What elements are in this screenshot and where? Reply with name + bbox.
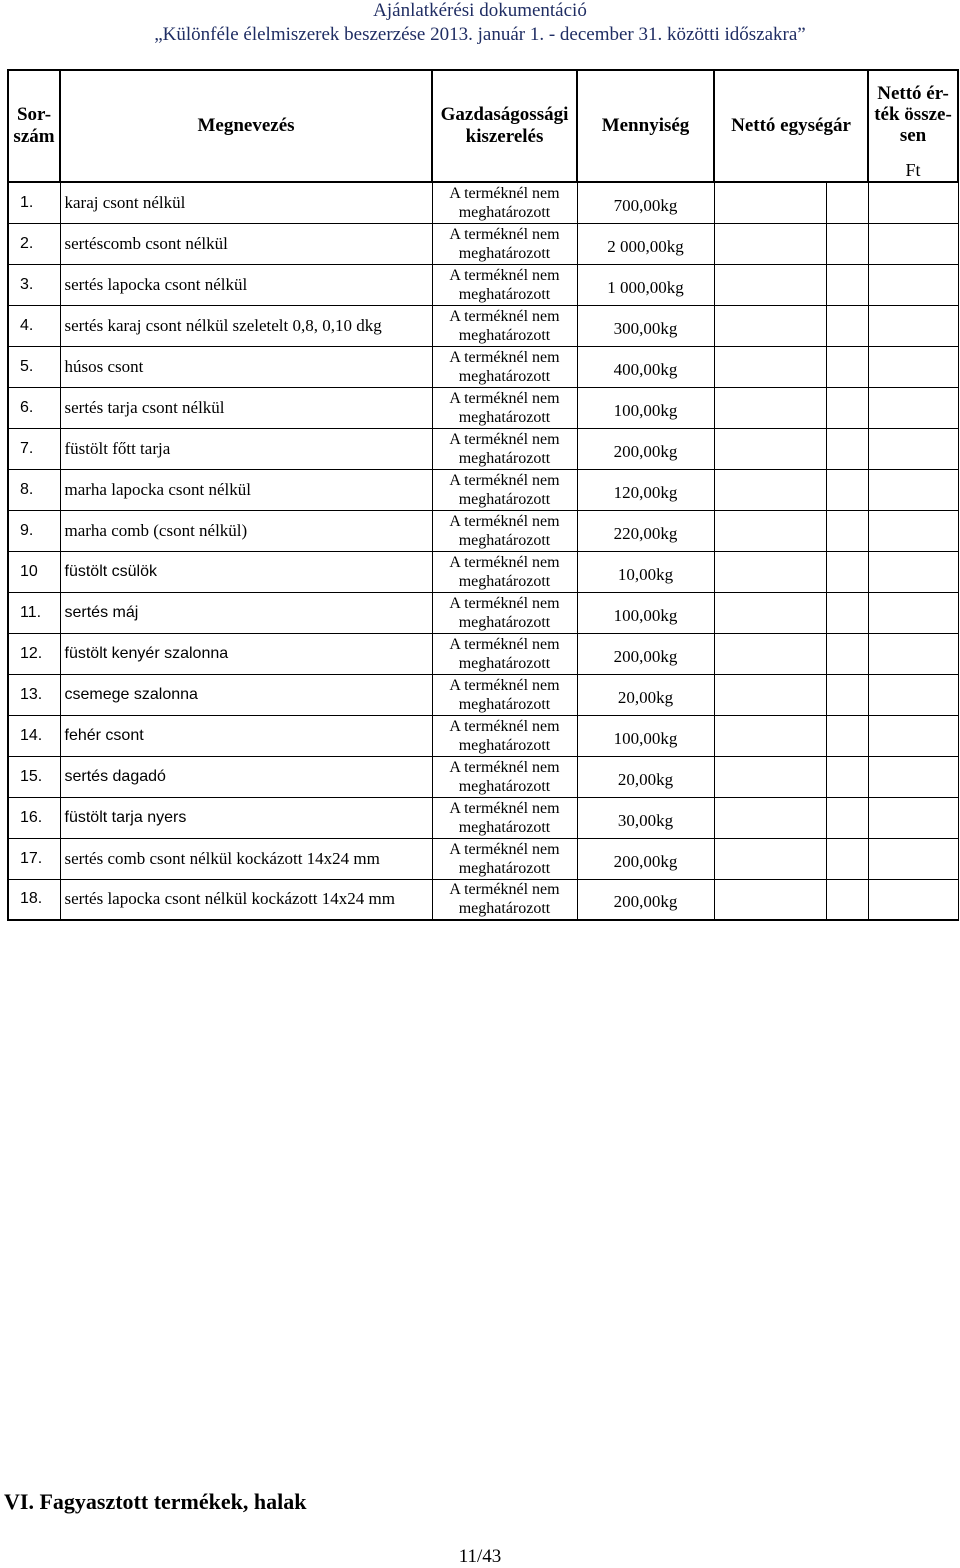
row-number: 15. [8,756,60,797]
row-unit-price-input[interactable] [714,428,826,469]
table-row [8,264,958,305]
row-unit-price-input[interactable] [714,264,826,305]
row-unit-price-input[interactable] [714,879,826,920]
row-unit-price-input[interactable] [714,756,826,797]
row-unit-price-extra [826,592,868,633]
table-row [8,305,958,346]
row-name: sertés tarja csont nélkül [60,387,432,428]
row-packaging: A terméknél nem meghatározott [432,469,577,510]
row-name: csemege szalonna [60,674,432,715]
row-packaging: A terméknél nem meghatározott [432,387,577,428]
row-quantity: 2 000,00kg [577,223,714,264]
row-number: 8. [8,469,60,510]
row-unit-price-input[interactable] [714,797,826,838]
row-name: sertés lapocka csont nélkül [60,264,432,305]
row-packaging: A terméknél nem meghatározott [432,305,577,346]
row-name: füstölt kenyér szalonna [60,633,432,674]
table-body [8,182,958,920]
row-unit-price-extra [826,633,868,674]
page-number: 11/43 [458,1546,502,1567]
row-number: 16. [8,797,60,838]
row-quantity: 20,00kg [577,756,714,797]
row-net-total-input[interactable] [868,715,958,756]
row-net-total-input[interactable] [868,838,958,879]
row-name: marha lapocka csont nélkül [60,469,432,510]
row-name: füstölt csülök [60,551,432,592]
table-row [8,674,958,715]
table-row [8,838,958,879]
table-row [8,182,958,223]
row-name: füstölt tarja nyers [60,797,432,838]
row-unit-price-input[interactable] [714,715,826,756]
row-net-total-input[interactable] [868,469,958,510]
row-name: karaj csont nélkül [60,182,432,223]
kiszereles-line1: Gazdaságossági [440,104,569,125]
row-packaging: A terméknél nem meghatározott [432,633,577,674]
column-header-megnevezes: Megnevezés [60,70,432,182]
table-row [8,715,958,756]
row-number: 1. [8,182,60,223]
row-packaging: A terméknél nem meghatározott [432,428,577,469]
row-number: 13. [8,674,60,715]
row-unit-price-extra [826,305,868,346]
row-unit-price-extra [826,879,868,920]
row-quantity: 400,00kg [577,346,714,387]
row-number: 14. [8,715,60,756]
row-name: marha comb (csont nélkül) [60,510,432,551]
row-unit-price-extra [826,715,868,756]
sorszam-line1: Sor- [16,104,52,125]
row-unit-price-input[interactable] [714,223,826,264]
row-unit-price-input[interactable] [714,551,826,592]
row-unit-price-input[interactable] [714,305,826,346]
row-number: 7. [8,428,60,469]
row-unit-price-input[interactable] [714,387,826,428]
row-net-total-input[interactable] [868,264,958,305]
row-number: 2. [8,223,60,264]
row-quantity: 220,00kg [577,510,714,551]
row-net-total-input[interactable] [868,879,958,920]
sorszam-line2: szám [13,126,55,147]
row-unit-price-extra [826,428,868,469]
row-packaging: A terméknél nem meghatározott [432,182,577,223]
osszesen-line3: sen [899,125,927,146]
table-row [8,387,958,428]
row-quantity: 200,00kg [577,428,714,469]
row-unit-price-extra [826,551,868,592]
row-number: 6. [8,387,60,428]
table-row [8,428,958,469]
row-packaging: A terméknél nem meghatározott [432,264,577,305]
row-packaging: A terméknél nem meghatározott [432,797,577,838]
row-quantity: 200,00kg [577,633,714,674]
row-packaging: A terméknél nem meghatározott [432,838,577,879]
row-quantity: 30,00kg [577,797,714,838]
row-net-total-input[interactable] [868,756,958,797]
column-header-osszesen [868,70,958,158]
table-row [8,797,958,838]
row-unit-price-extra [826,387,868,428]
row-unit-price-extra [826,182,868,223]
row-unit-price-input[interactable] [714,182,826,223]
row-quantity: 100,00kg [577,592,714,633]
row-net-total-input[interactable] [868,510,958,551]
column-header-sorszam [8,70,60,182]
row-quantity: 200,00kg [577,879,714,920]
row-unit-price-extra [826,510,868,551]
row-packaging: A terméknél nem meghatározott [432,715,577,756]
table-header-row [8,70,958,158]
row-quantity: 10,00kg [577,551,714,592]
row-unit-price-input[interactable] [714,633,826,674]
table-row [8,223,958,264]
row-quantity: 100,00kg [577,715,714,756]
row-unit-price-input[interactable] [714,346,826,387]
table-row [8,510,958,551]
row-name: sertés karaj csont nélkül szeletelt 0,8, 0,10 dkg [60,305,432,346]
row-number: 12. [8,633,60,674]
row-unit-price-extra [826,797,868,838]
row-packaging: A terméknél nem meghatározott [432,223,577,264]
table-row [8,756,958,797]
table-row [8,346,958,387]
row-packaging: A terméknél nem meghatározott [432,510,577,551]
row-number: 18. [8,879,60,920]
row-quantity: 120,00kg [577,469,714,510]
row-unit-price-extra [826,469,868,510]
table-row [8,633,958,674]
row-name: fehér csont [60,715,432,756]
table-row [8,592,958,633]
row-unit-price-extra [826,223,868,264]
row-quantity: 300,00kg [577,305,714,346]
column-header-mennyiseg: Mennyiség [577,70,714,182]
row-packaging: A terméknél nem meghatározott [432,551,577,592]
document-header-title: Ajánlatkérési dokumentáció [373,0,587,21]
row-number: 3. [8,264,60,305]
table-row [8,551,958,592]
row-name: sertéscomb csont nélkül [60,223,432,264]
row-net-total-input[interactable] [868,551,958,592]
row-name: sertés comb csont nélkül kockázott 14x24 mm [60,838,432,879]
price-table [7,69,959,921]
row-quantity: 200,00kg [577,838,714,879]
column-header-kiszereles [432,70,577,182]
row-name: sertés dagadó [60,756,432,797]
row-unit-price-input[interactable] [714,838,826,879]
row-packaging: A terméknél nem meghatározott [432,756,577,797]
column-header-egysegar: Nettó egységár [714,70,868,182]
row-net-total-input[interactable] [868,428,958,469]
row-name: húsos csont [60,346,432,387]
table-row [8,469,958,510]
row-unit-price-extra [826,756,868,797]
row-net-total-input[interactable] [868,387,958,428]
document-header-subtitle: „Különféle élelmiszerek beszerzése 2013. január 1. - december 31. közötti időszakra” [154,24,806,45]
row-quantity: 700,00kg [577,182,714,223]
row-quantity: 1 000,00kg [577,264,714,305]
row-name: füstölt főtt tarja [60,428,432,469]
row-quantity: 20,00kg [577,674,714,715]
table-row [8,879,958,920]
row-net-total-input[interactable] [868,633,958,674]
osszesen-line2: ték össze- [874,104,952,125]
osszesen-line1: Nettó ér- [877,83,949,104]
row-number: 9. [8,510,60,551]
row-net-total-input[interactable] [868,305,958,346]
row-unit-price-input[interactable] [714,469,826,510]
row-net-total-input[interactable] [868,346,958,387]
kiszereles-line2: kiszerelés [465,126,544,147]
row-net-total-input[interactable] [868,674,958,715]
row-packaging: A terméknél nem meghatározott [432,346,577,387]
row-unit-price-extra [826,674,868,715]
row-unit-price-input[interactable] [714,592,826,633]
row-unit-price-input[interactable] [714,510,826,551]
row-number: 4. [8,305,60,346]
row-number: 10 [8,551,60,592]
column-unit-ft: Ft [868,158,958,182]
row-net-total-input[interactable] [868,797,958,838]
row-number: 17. [8,838,60,879]
row-number: 11. [8,592,60,633]
row-packaging: A terméknél nem meghatározott [432,879,577,920]
row-unit-price-input[interactable] [714,674,826,715]
row-net-total-input[interactable] [868,223,958,264]
row-unit-price-extra [826,838,868,879]
row-packaging: A terméknél nem meghatározott [432,592,577,633]
row-packaging: A terméknél nem meghatározott [432,674,577,715]
row-name: sertés lapocka csont nélkül kockázott 14x24 mm [60,879,432,920]
row-number: 5. [8,346,60,387]
row-net-total-input[interactable] [868,182,958,223]
section-title: VI. Fagyasztott termékek, halak [4,1489,307,1514]
row-name: sertés máj [60,592,432,633]
row-net-total-input[interactable] [868,592,958,633]
row-quantity: 100,00kg [577,387,714,428]
row-unit-price-extra [826,264,868,305]
row-unit-price-extra [826,346,868,387]
